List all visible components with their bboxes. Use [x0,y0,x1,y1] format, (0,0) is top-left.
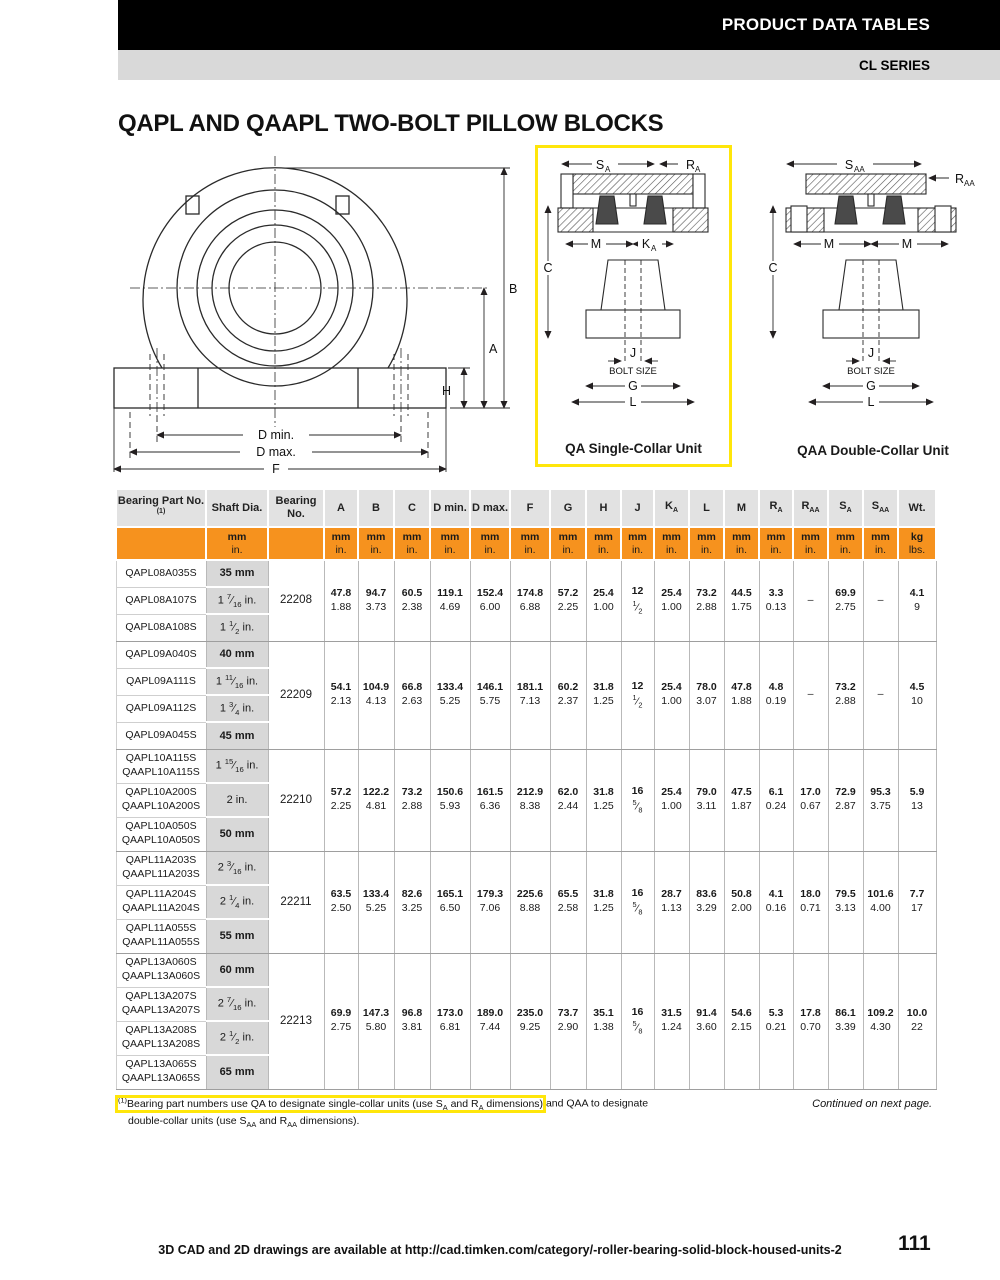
cad-link[interactable]: 3D CAD and 2D drawings are available at http://cad.timken.com/category/-roller-bearing-solid-block-housed-units-2 [158,1243,842,1257]
bolt-size-label: BOLT SIZE [846,366,895,377]
col-header-17: $S_A$ [828,489,863,527]
part-number-cell: QAPL13A208S QAAPL13A208S [116,1021,206,1055]
dimension-cell: 47.8 1.88 [324,560,358,641]
col-header-9: G [550,489,586,527]
shaft-dia-cell: 2 in. [206,783,268,817]
dimension-cell: 25.4 1.00 [654,749,689,851]
dimension-cell: 73.2 2.88 [828,641,863,749]
dim-label-C: C [543,261,553,275]
dim-label-A: A [489,342,498,356]
bearing-no-cell: 22210 [268,749,324,851]
dimension-cell: – [793,560,828,641]
dimension-cell: 65.5 2.58 [550,851,586,953]
dimension-cell: 152.4 6.00 [470,560,510,641]
dimensions-table [115,488,937,1090]
dimension-cell: 28.7 1.13 [654,851,689,953]
dimension-cell: 57.2 2.25 [324,749,358,851]
shaft-dia-cell: 1 $^{15}⁄_{16}$ in. [206,749,268,783]
dimension-cell: 50.8 2.00 [724,851,759,953]
header-title: PRODUCT DATA TABLES [721,15,930,34]
shaft-dia-cell: 55 mm [206,919,268,953]
dimension-cell: 18.0 0.71 [793,851,828,953]
dimension-cell: 12 $^1⁄_2$ [621,560,654,641]
continued-note: Continued on next page. [812,1098,932,1110]
part-number-cell: QAPL09A045S [116,722,206,749]
dimension-cell: 12 $^1⁄_2$ [621,641,654,749]
shaft-dia-cell: 2 $^1⁄_2$ in. [206,1021,268,1055]
dim-label-SA: S [595,158,605,172]
dimension-cell: 47.8 1.88 [724,641,759,749]
dimension-cell: 147.3 5.80 [358,953,394,1089]
dimension-cell: 174.8 6.88 [510,560,550,641]
part-number-cell: QAPL08A035S [116,560,206,587]
part-number-cell: QAPL08A107S [116,587,206,614]
dimension-cell: 235.0 9.25 [510,953,550,1089]
dimension-cell: 4.1 9 [898,560,936,641]
dimension-cell: 91.4 3.60 [689,953,724,1089]
part-number-cell: QAPL09A112S [116,695,206,722]
col-units-8: mm in. [510,527,550,560]
dimension-cell: 17.0 0.67 [793,749,828,851]
col-header-2: Bearing No. [268,489,324,527]
col-units-12: mm in. [654,527,689,560]
dimension-cell: 17.8 0.70 [793,953,828,1089]
dimension-cell: 83.6 3.29 [689,851,724,953]
dimension-cell: 54.1 2.13 [324,641,358,749]
col-units-13: mm in. [689,527,724,560]
dimension-cell: 47.5 1.87 [724,749,759,851]
dimension-cell: 44.5 1.75 [724,560,759,641]
dim-label-dmax: D max. [256,445,296,459]
part-number-cell: QAPL09A111S [116,668,206,695]
col-units-9: mm in. [550,527,586,560]
dim-label-RAA-sub: AA [963,179,975,188]
shaft-dia-cell: 2 $^3⁄_{16}$ in. [206,851,268,885]
dim-label-L: L [867,395,874,409]
table-row [116,560,936,587]
part-number-cell: QAPL10A200S QAAPL10A200S [116,783,206,817]
dimension-cell: 165.1 6.50 [430,851,470,953]
qa-caption: QA Single-Collar Unit [565,441,702,456]
dimension-cell: 73.7 2.90 [550,953,586,1089]
dim-label-RA-sub: A [695,165,701,174]
bearing-no-cell: 22209 [268,641,324,749]
product-data-table [115,488,933,1090]
series-band [118,50,1000,80]
dimension-cell: 119.1 4.69 [430,560,470,641]
col-units-14: mm in. [724,527,759,560]
part-number-cell: QAPL08A108S [116,614,206,641]
dimension-cell: 66.8 2.63 [394,641,430,749]
footnote [118,1094,778,1130]
dim-label-KA: K [641,237,651,251]
dim-label-M1: M [823,237,834,251]
shaft-dia-cell: 1 $^7⁄_{16}$ in. [206,587,268,614]
dim-label-F: F [272,462,280,476]
col-units-10: mm in. [586,527,621,560]
dimension-cell: 16 $^5⁄_8$ [621,851,654,953]
dimension-cell: 62.0 2.44 [550,749,586,851]
dimension-cell: 173.0 6.81 [430,953,470,1089]
dimension-cell: 72.9 2.87 [828,749,863,851]
bearing-no-cell: 22211 [268,851,324,953]
header-band [118,0,1000,50]
dimension-cell: 122.2 4.81 [358,749,394,851]
dimension-cell: 10.0 22 [898,953,936,1089]
dimension-cell: 95.3 3.75 [863,749,898,851]
dim-label-J: J [629,346,637,360]
shaft-dia-cell: 2 $^7⁄_{16}$ in. [206,987,268,1021]
shaft-dia-cell: 35 mm [206,560,268,587]
dimension-cell: 101.6 4.00 [863,851,898,953]
col-units-5: mm in. [394,527,430,560]
dim-label-SAA: S [844,158,853,172]
dimension-cell: 133.4 5.25 [358,851,394,953]
dim-label-M: M [590,237,602,251]
col-units-0 [116,527,206,560]
dimension-cell: 25.4 1.00 [654,560,689,641]
part-number-cell: QAPL13A060S QAAPL13A060S [116,953,206,987]
dimension-cell: 6.1 0.24 [759,749,793,851]
dimension-cell: 5.9 13 [898,749,936,851]
dimension-cell: 179.3 7.06 [470,851,510,953]
part-number-cell: QAPL11A055S QAAPL11A055S [116,919,206,953]
dimension-cell: 57.2 2.25 [550,560,586,641]
col-units-18: mm in. [863,527,898,560]
dimension-cell: 161.5 6.36 [470,749,510,851]
col-header-1: Shaft Dia. [206,489,268,527]
dimension-cell: 73.2 2.88 [689,560,724,641]
dimension-cell: 63.5 2.50 [324,851,358,953]
dimension-cell: 189.0 7.44 [470,953,510,1089]
col-units-15: mm in. [759,527,793,560]
shaft-dia-cell: 1 $^1⁄_2$ in. [206,614,268,641]
qa-single-collar-diagram [535,145,732,467]
dimension-cell: 60.2 2.37 [550,641,586,749]
bearing-no-cell: 22208 [268,560,324,641]
col-header-8: F [510,489,550,527]
dim-label-dmin: D min. [257,428,295,442]
shaft-dia-cell: 45 mm [206,722,268,749]
shaft-dia-cell: 50 mm [206,817,268,851]
dimension-cell: 133.4 5.25 [430,641,470,749]
page-title: QAPL AND QAAPL TWO-BOLT PILLOW BLOCKS [118,110,664,137]
qaa-double-collar-diagram [756,148,990,466]
dimension-cell: 79.5 3.13 [828,851,863,953]
col-units-7: mm in. [470,527,510,560]
col-units-1: mm in. [206,527,268,560]
part-number-cell: QAPL10A115S QAAPL10A115S [116,749,206,783]
dimension-cell: 25.4 1.00 [654,641,689,749]
dimension-cell: 25.4 1.00 [586,560,621,641]
col-header-6: D min. [430,489,470,527]
part-number-cell: QAPL09A040S [116,641,206,668]
dimension-cell: 150.6 5.93 [430,749,470,851]
col-header-11: J [621,489,654,527]
dim-label-L: L [629,395,637,409]
dim-label-M2: M [901,237,912,251]
qaa-caption: QAA Double-Collar Unit [797,443,949,458]
dim-label-RAA: R [954,172,964,186]
col-units-16: mm in. [793,527,828,560]
dimension-cell: 69.9 2.75 [828,560,863,641]
dim-label-SA-sub: A [605,165,611,174]
dimension-cell: – [793,641,828,749]
part-number-cell: QAPL13A065S QAAPL13A065S [116,1055,206,1089]
dim-label-G: G [628,379,638,393]
dimension-cell: 94.7 3.73 [358,560,394,641]
dim-label-C: C [767,261,778,275]
front-view-diagram [110,150,537,480]
dimension-cell: 4.8 0.19 [759,641,793,749]
dimension-cell: 212.9 8.38 [510,749,550,851]
col-header-10: H [586,489,621,527]
col-header-12: $K_A$ [654,489,689,527]
part-number-cell: QAPL11A204S QAAPL11A204S [116,885,206,919]
dimension-cell: – [863,560,898,641]
bolt-size-label: BOLT SIZE [609,366,657,377]
dimension-cell: 31.8 1.25 [586,641,621,749]
col-units-3: mm in. [324,527,358,560]
col-header-15: $R_A$ [759,489,793,527]
col-header-0: Bearing Part No.$^{(1)}$ [116,489,206,527]
shaft-dia-cell: 2 $^1⁄_4$ in. [206,885,268,919]
shaft-dia-cell: 1 $^3⁄_4$ in. [206,695,268,722]
dimension-cell: 35.1 1.38 [586,953,621,1089]
dimension-cell: 5.3 0.21 [759,953,793,1089]
table-row [116,749,936,783]
shaft-dia-cell: 1 $^{11}⁄_{16}$ in. [206,668,268,695]
dimension-cell: 78.0 3.07 [689,641,724,749]
col-header-3: A [324,489,358,527]
dimension-cell: 79.0 3.11 [689,749,724,851]
dimension-cell: – [863,641,898,749]
table-row [116,953,936,987]
col-header-19: Wt. [898,489,936,527]
page-number: 111 [898,1232,931,1255]
dimension-cell: 60.5 2.38 [394,560,430,641]
dimension-cell: 4.1 0.16 [759,851,793,953]
dim-label-RA: R [686,158,696,172]
footnote-rest: and QAA to designate [543,1097,649,1110]
col-units-4: mm in. [358,527,394,560]
dimension-cell: 86.1 3.39 [828,953,863,1089]
col-units-11: mm in. [621,527,654,560]
col-header-5: C [394,489,430,527]
dim-label-KA-sub: A [651,244,657,253]
dimension-cell: 181.1 7.13 [510,641,550,749]
dimension-cell: 225.6 8.88 [510,851,550,953]
dimension-cell: 16 $^5⁄_8$ [621,749,654,851]
col-units-17: mm in. [828,527,863,560]
dimension-cell: 31.5 1.24 [654,953,689,1089]
shaft-dia-cell: 60 mm [206,953,268,987]
dimension-cell: 4.5 10 [898,641,936,749]
dimension-cell: 146.1 5.75 [470,641,510,749]
dimension-cell: 96.8 3.81 [394,953,430,1089]
bearing-no-cell: 22213 [268,953,324,1089]
col-header-7: D max. [470,489,510,527]
shaft-dia-cell: 65 mm [206,1055,268,1089]
dimension-cell: 31.8 1.25 [586,749,621,851]
col-header-14: M [724,489,759,527]
col-units-6: mm in. [430,527,470,560]
dimension-cell: 104.9 4.13 [358,641,394,749]
dimension-cell: 31.8 1.25 [586,851,621,953]
footnote-highlighted: $^{(1)}$Bearing part numbers use QA to designate single-collar units (use $S_A$ and $R_A$ dimensions) [118,1095,544,1112]
dim-label-SAA-sub: AA [853,165,865,174]
dimension-cell: 73.2 2.88 [394,749,430,851]
col-units-19: kg lbs. [898,527,936,560]
part-number-cell: QAPL11A203S QAAPL11A203S [116,851,206,885]
dim-label-B: B [509,282,518,296]
dimension-cell: 54.6 2.15 [724,953,759,1089]
part-number-cell: QAPL13A207S QAAPL13A207S [116,987,206,1021]
dim-label-H: H [441,384,451,398]
footnote-line2: double-collar units (use $S_{AA}$ and $R_{AA}$ dimensions). [128,1114,360,1130]
series-label: CL SERIES [858,57,930,73]
col-header-13: L [689,489,724,527]
dimension-cell: 7.7 17 [898,851,936,953]
col-header-4: B [358,489,394,527]
table-row [116,851,936,885]
part-number-cell: QAPL10A050S QAAPL10A050S [116,817,206,851]
dimension-cell: 82.6 3.25 [394,851,430,953]
col-header-16: $R_{AA}$ [793,489,828,527]
dimension-cell: 109.2 4.30 [863,953,898,1089]
dim-label-J: J [867,346,874,360]
col-units-2 [268,527,324,560]
shaft-dia-cell: 40 mm [206,641,268,668]
table-row [116,641,936,668]
col-header-18: $S_{AA}$ [863,489,898,527]
dimension-cell: 69.9 2.75 [324,953,358,1089]
dim-label-G: G [865,379,876,393]
dimension-cell: 3.3 0.13 [759,560,793,641]
dimension-cell: 16 $^5⁄_8$ [621,953,654,1089]
